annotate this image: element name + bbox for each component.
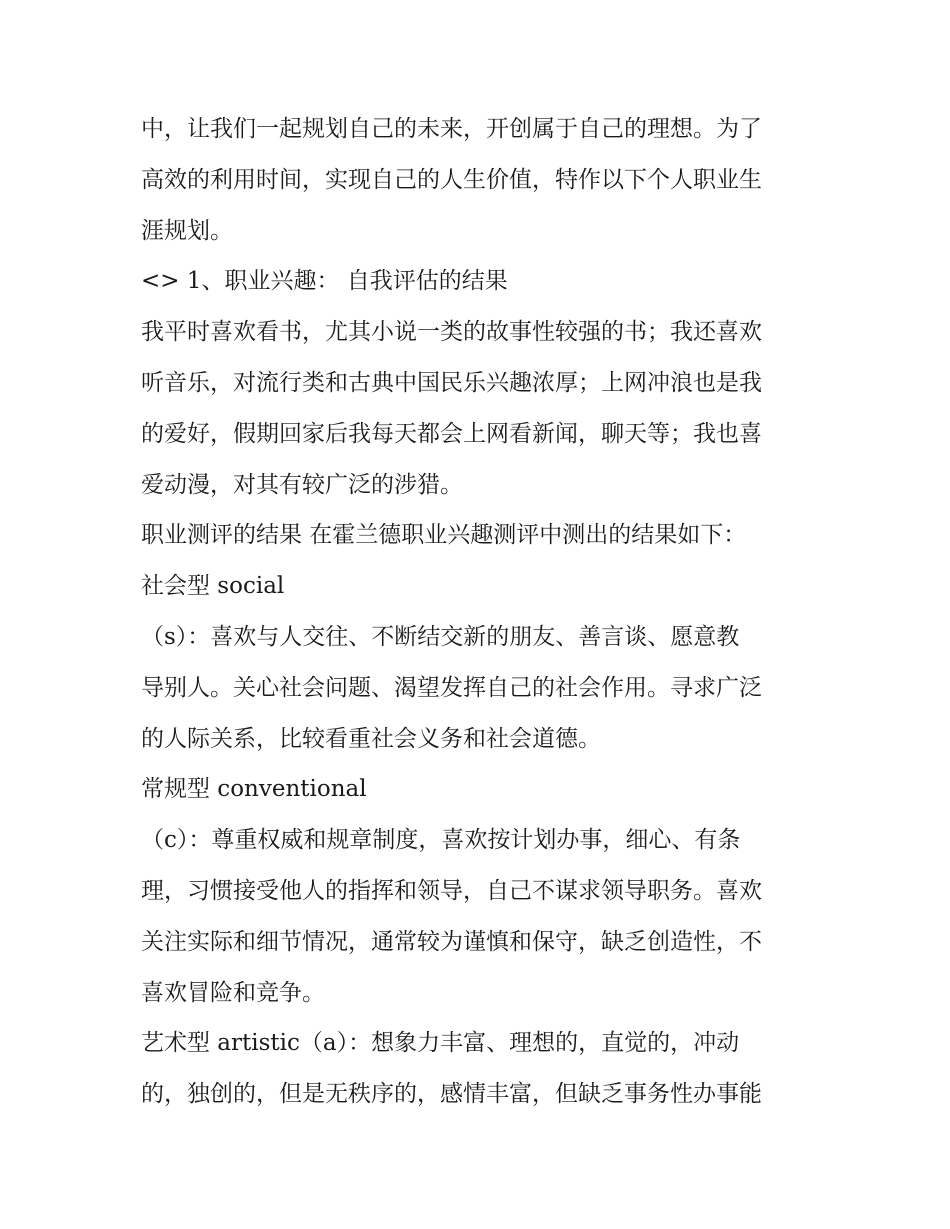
text-line: 的人际关系，比较看重社会义务和社会道德。 xyxy=(141,725,601,752)
text-line: 爱动漫，对其有较广泛的涉猎。 xyxy=(141,471,463,498)
text-line: 导别人。关心社会问题、渴望发挥自己的社会作用。寻求广泛 xyxy=(141,674,762,701)
text-line: 关注实际和细节情况，通常较为谨慎和保守，缺乏创造性，不 xyxy=(141,928,762,955)
body-text xyxy=(141,104,821,1120)
text-line: （s）：喜欢与人交往、不断结交新的朋友、善言谈、愿意教 xyxy=(141,623,740,650)
text-line: 的，独创的，但是无秩序的，感情丰富，但缺乏事务性办事能 xyxy=(141,1081,762,1108)
text-line: 的爱好，假期回家后我每天都会上网看新闻，聊天等；我也喜 xyxy=(141,420,762,447)
text-line: 喜欢冒险和竞争。 xyxy=(141,979,325,1006)
text-line: 中，让我们一起规划自己的未来，开创属于自己的理想。为了 xyxy=(141,116,762,142)
type-heading-artistic: 艺术型 artistic（a）：想象力丰富、理想的，直觉的，冲动 xyxy=(141,1030,740,1057)
text-line: 涯规划。 xyxy=(141,217,233,244)
section-heading: <> 1、职业兴趣： 自我评估的结果 xyxy=(141,268,508,295)
text-line: 我平时喜欢看书，尤其小说一类的故事性较强的书；我还喜欢 xyxy=(141,319,762,346)
type-heading-conventional: 常规型 conventional xyxy=(141,776,367,803)
text-line: 职业测评的结果 在霍兰德职业兴趣测评中测出的结果如下： xyxy=(141,522,747,549)
type-heading-social: 社会型 social xyxy=(141,573,285,600)
text-line: 高效的利用时间，实现自己的人生价值，特作以下个人职业生 xyxy=(141,166,762,193)
text-line: 理，习惯接受他人的指挥和领导，自己不谋求领导职务。喜欢 xyxy=(141,877,762,904)
text-line: （c）：尊重权威和规章制度，喜欢按计划办事，细心、有条 xyxy=(141,827,741,854)
text-line: 听音乐，对流行类和古典中国民乐兴趣浓厚；上网冲浪也是我 xyxy=(141,369,762,396)
